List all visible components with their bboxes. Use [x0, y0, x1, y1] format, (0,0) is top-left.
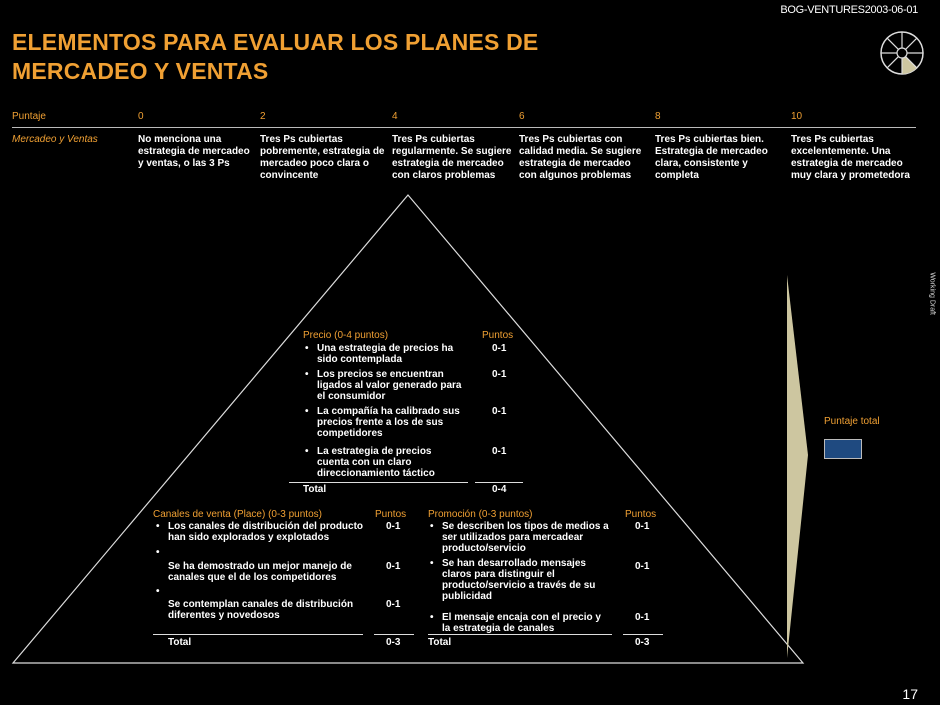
precio-item-points: 0-1: [492, 406, 507, 417]
scale-point: 2: [260, 111, 266, 122]
score-description: No menciona una estrategia de mercadeo y ventas, o las 3 Ps: [138, 134, 250, 169]
score-description: Tres Ps cubiertas regularmente. Se sugiere estrategia de mercadeo con claros problemas: [392, 134, 512, 181]
scale-label: Puntaje: [12, 111, 46, 122]
working-draft-label: Working Draft: [929, 272, 936, 315]
canales-total-label: Total: [168, 637, 192, 648]
score-description: Tres Ps cubiertas excelentemente. Una estrategia de mercadeo muy clara y prometedora: [791, 134, 910, 181]
score-description: Tres Ps cubiertas pobremente, estrategia de mercadeo poco clara o convincente: [260, 134, 385, 181]
precio-total-label: Total: [303, 484, 327, 495]
precio-total-rule: [289, 482, 468, 483]
precio-item: • Los precios se encuentran ligados al valor generado para el consumidor: [317, 369, 467, 402]
precio-item-points: 0-1: [492, 369, 507, 380]
precio-total: 0-4: [492, 484, 507, 495]
canales-total: 0-3: [386, 637, 401, 648]
scale-point: 6: [519, 111, 525, 122]
scale-point: 8: [655, 111, 661, 122]
scale-point: 0: [138, 111, 144, 122]
title-line-1: ELEMENTOS PARA EVALUAR LOS PLANES DE: [12, 29, 539, 55]
canales-total-rule: [374, 634, 414, 635]
precio-total-rule: [475, 482, 523, 483]
precio-points-label: Puntos: [482, 330, 514, 341]
precio-item-points: 0-1: [492, 446, 507, 457]
canales-item-points: 0-1: [386, 561, 401, 572]
canales-item-points: 0-1: [386, 599, 401, 610]
promocion-total-rule: [623, 634, 663, 635]
title-line-2: MERCADEO Y VENTAS: [12, 58, 269, 84]
canales-points-label: Puntos: [375, 509, 407, 520]
score-description: Tres Ps cubiertas con calidad media. Se sugiere estrategia de mercadeo con algunos problemas: [519, 134, 642, 181]
promocion-total-label: Total: [428, 637, 452, 648]
total-score-label: Puntaje total: [824, 416, 880, 427]
scale-point: 10: [791, 111, 803, 122]
wheel-icon: [879, 30, 925, 76]
score-description: Tres Ps cubiertas bien. Estrategia de mercadeo clara, consistente y completa: [655, 134, 768, 181]
arrow-shape: [787, 275, 808, 658]
promocion-item: • El mensaje encaja con el precio y la estrategia de canales: [442, 612, 612, 634]
precio-item: • La estrategia de precios cuenta con un claro direccionamiento táctico: [317, 446, 452, 479]
total-score-box[interactable]: [824, 439, 862, 459]
canales-item: • Los canales de distribución del producto han sido explorados y explotados: [168, 521, 368, 543]
precio-item-points: 0-1: [492, 343, 507, 354]
doc-code: BOG-VENTURES2003-06-01: [780, 4, 918, 16]
promocion-total-rule: [428, 634, 612, 635]
promocion-item: • Se han desarrollado mensajes claros para distinguir el producto/servicio a través de su publicidad: [442, 558, 602, 602]
precio-title: Precio (0-4 puntos): [303, 330, 389, 341]
scale-point: 4: [392, 111, 398, 122]
precio-item: • La compañía ha calibrado sus precios frente a los de sus competidores: [317, 406, 469, 439]
promocion-item-points: 0-1: [635, 561, 650, 572]
promocion-item: • Se describen los tipos de medios a ser utilizados para mercadear producto/servicio: [442, 521, 612, 554]
row-label: Mercadeo y Ventas: [12, 134, 98, 145]
promocion-points-label: Puntos: [625, 509, 657, 520]
canales-title: Canales de venta (Place) (0-3 puntos): [153, 509, 322, 520]
promocion-item-points: 0-1: [635, 612, 650, 623]
canales-item: Se contemplan canales de distribución diferentes y novedosos: [168, 599, 354, 621]
header-rule: [12, 127, 916, 128]
promocion-title: Promoción (0-3 puntos): [428, 509, 533, 520]
canales-item-points: 0-1: [386, 521, 401, 532]
precio-item: • Una estrategia de precios ha sido contemplada: [317, 343, 465, 365]
canales-total-rule: [153, 634, 363, 635]
page-number: 17: [902, 686, 918, 702]
promocion-item-points: 0-1: [635, 521, 650, 532]
page-title: [12, 28, 652, 86]
promocion-total: 0-3: [635, 637, 650, 648]
canales-item: Se ha demostrado un mejor manejo de canales que el de los competidores: [168, 561, 352, 583]
